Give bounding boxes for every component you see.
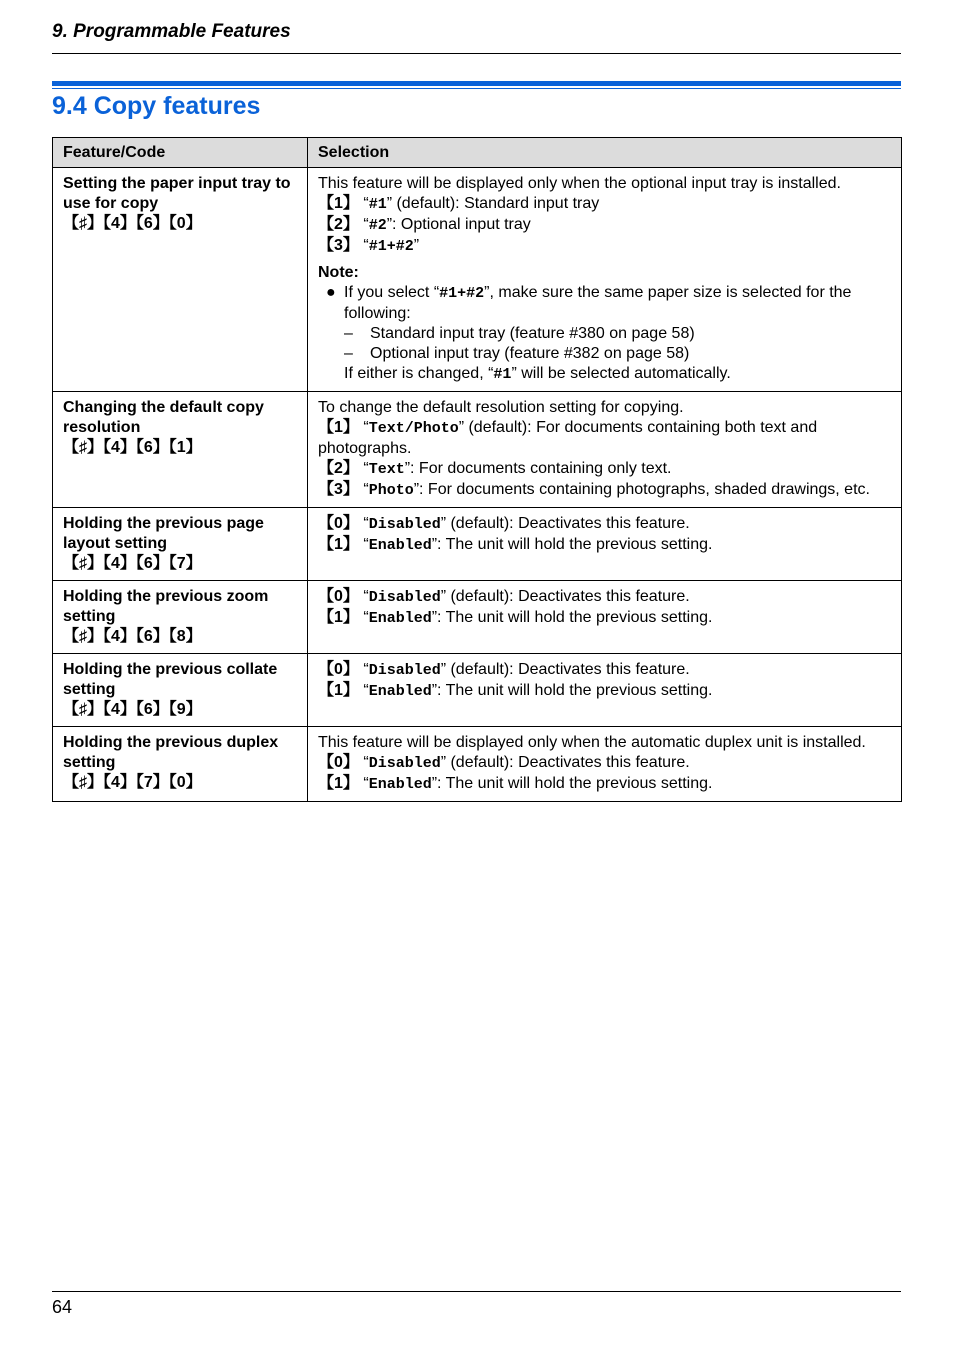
table-row [53,581,902,654]
option-key: 【1】 [318,682,359,699]
selection-line [318,418,891,459]
option-key: 【2】 [318,460,359,477]
option-value: Text [368,461,405,478]
option-value: Disabled [368,755,441,772]
feature-cell [53,654,308,727]
feature-code: 【♯】【4】【7】【0】 [63,774,202,791]
note-footer-value: #1 [493,366,512,383]
note-footer-after: ” will be selected automatically. [511,365,731,382]
option-description: ” [413,237,420,254]
option-value: Enabled [368,776,432,793]
option-value: Disabled [368,516,441,533]
option-key: 【0】 [318,588,359,605]
feature-cell [53,168,308,392]
option-value: #2 [368,217,387,234]
header-divider [52,53,901,54]
selection-line [318,535,891,556]
option-description: ”: The unit will hold the previous setting. [431,775,713,792]
feature-cell [53,392,308,508]
option-description: ”: For documents containing only text. [404,460,672,477]
option-quote-open: “ [358,754,369,771]
note-text-before: If you select “ [344,284,440,301]
option-value: Disabled [368,662,441,679]
page-number: 64 [52,1297,73,1317]
selection-line [318,459,891,480]
selection-cell [308,168,902,392]
option-value: Text/Photo [368,420,459,437]
feature-cell [53,581,308,654]
option-key: 【0】 [318,661,359,678]
table-body [53,168,902,802]
option-key: 【1】 [318,609,359,626]
bullet-icon: ● [326,284,336,301]
note-bullet-text [344,283,891,324]
feature-name: Holding the previous duplex setting [63,734,279,771]
copy-features-table [52,137,902,802]
selection-line [318,480,891,501]
table-row [53,727,902,802]
option-description: ” (default): For documents containing both text and photographs. [318,419,818,457]
selection-line: To change the default resolution setting for copying. [318,399,684,416]
note-sub-item-text: Optional input tray (feature #382 on page 58) [370,345,690,362]
option-quote-open: “ [358,237,369,254]
option-quote-open: “ [358,419,369,436]
selection-line [318,514,891,535]
option-value: Disabled [368,589,441,606]
feature-code: 【♯】【4】【6】【1】 [63,439,202,456]
option-key: 【2】 [318,216,359,233]
option-value: #1 [368,196,387,213]
selection-line [318,587,891,608]
option-quote-open: “ [358,481,369,498]
option-quote-open: “ [358,216,369,233]
note-option-value: #1+#2 [439,285,485,302]
selection-line [318,608,891,629]
option-quote-open: “ [358,661,369,678]
option-key: 【3】 [318,237,359,254]
option-value: Enabled [368,683,432,700]
option-quote-open: “ [358,609,369,626]
option-key: 【1】 [318,195,359,212]
selection-line [318,753,891,774]
section-accent-bar [52,81,901,86]
feature-cell [53,508,308,581]
selection-cell [308,581,902,654]
option-quote-open: “ [358,588,369,605]
option-description: ” (default): Deactivates this feature. [440,588,690,605]
selection-cell [308,654,902,727]
table-row [53,508,902,581]
feature-name: Setting the paper input tray to use for copy [63,175,291,212]
option-value: #1+#2 [368,238,414,255]
selection-line [318,681,891,702]
note-footer [318,364,891,385]
selection-line: This feature will be displayed only when the automatic duplex unit is installed. [318,734,866,751]
table-header-row [53,138,902,168]
dash-icon: – [344,345,353,362]
option-value: Photo [368,482,414,499]
selection-line [318,215,891,236]
note-bullet-item [318,283,891,324]
selection-line [318,660,891,681]
feature-cell [53,727,308,802]
option-description: ” (default): Deactivates this feature. [440,754,690,771]
table-row [53,654,902,727]
running-header-title: 9. Programmable Features [52,21,291,42]
column-header-selection: Selection [308,138,902,168]
feature-code: 【♯】【4】【6】【9】 [63,701,202,718]
column-header-feature-code: Feature/Code [53,138,308,168]
option-quote-open: “ [358,775,369,792]
option-quote-open: “ [358,460,369,477]
note-sub-item [318,344,891,364]
option-value: Enabled [368,537,432,554]
feature-name: Holding the previous collate setting [63,661,278,698]
feature-code: 【♯】【4】【6】【8】 [63,628,202,645]
option-key: 【1】 [318,419,359,436]
note-sub-item [318,324,891,344]
option-quote-open: “ [358,515,369,532]
selection-cell [308,508,902,581]
option-description: ”: The unit will hold the previous setting. [431,609,713,626]
section-accent-line [52,88,901,89]
feature-code: 【♯】【4】【6】【7】 [63,555,202,572]
selection-line [318,236,891,257]
option-description: ” (default): Standard input tray [386,195,600,212]
option-quote-open: “ [358,536,369,553]
feature-name: Holding the previous zoom setting [63,588,269,625]
selection-cell [308,392,902,508]
note-title: Note: [318,264,359,281]
feature-name: Holding the previous page layout setting [63,515,264,552]
table-row [53,168,902,392]
feature-code: 【♯】【4】【6】【0】 [63,215,202,232]
selection-line: This feature will be displayed only when the optional input tray is installed. [318,175,841,192]
option-quote-open: “ [358,682,369,699]
option-description: ” (default): Deactivates this feature. [440,515,690,532]
selection-line [318,774,891,795]
note-text-after: ”, make sure the same paper size is selected for the following: [344,284,852,322]
option-description: ”: The unit will hold the previous setting. [431,536,713,553]
option-value: Enabled [368,610,432,627]
note-footer-before: If either is changed, “ [344,365,494,382]
option-quote-open: “ [358,195,369,212]
table-row [53,392,902,508]
section-title: 9.4 Copy features [52,92,261,120]
option-key: 【0】 [318,515,359,532]
option-description: ”: Optional input tray [386,216,531,233]
footer-divider [52,1291,901,1292]
selection-cell [308,727,902,802]
option-description: ”: The unit will hold the previous setting. [431,682,713,699]
feature-name: Changing the default copy resolution [63,399,264,436]
dash-icon: – [344,325,353,342]
option-key: 【3】 [318,481,359,498]
option-key: 【1】 [318,536,359,553]
option-description: ” (default): Deactivates this feature. [440,661,690,678]
option-key: 【0】 [318,754,359,771]
note-sub-item-text: Standard input tray (feature #380 on page 58) [370,325,695,342]
option-description: ”: For documents containing photographs, shaded drawings, etc. [413,481,870,498]
selection-line [318,194,891,215]
option-key: 【1】 [318,775,359,792]
